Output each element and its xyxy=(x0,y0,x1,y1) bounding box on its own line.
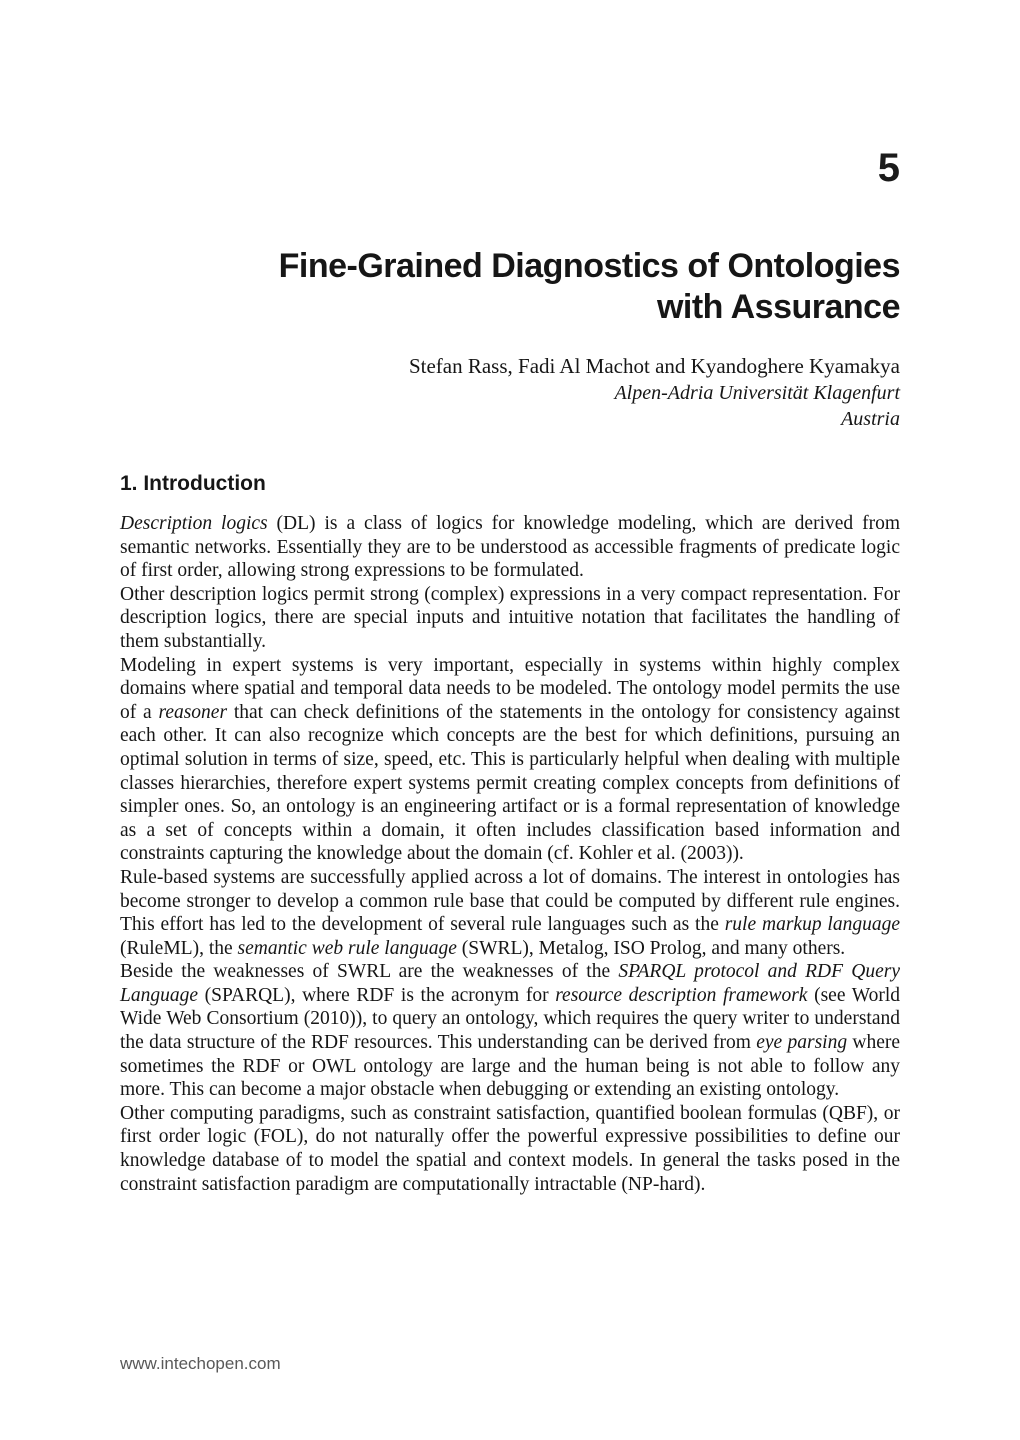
chapter-title-line-1: Fine-Grained Diagnostics of Ontologies xyxy=(278,247,900,285)
body-text xyxy=(120,512,900,1196)
chapter-number: 5 xyxy=(877,146,900,190)
publisher-url: www.intechopen.com xyxy=(120,1354,281,1373)
authors: Stefan Rass, Fadi Al Machot and Kyandoghere Kyamakya xyxy=(408,354,900,378)
paragraph: Beside the weaknesses of SWRL are the weaknesses of the SPARQL protocol and RDF Query Language (SPARQL), where RDF is the acronym for resource description framework (see World Wide Web Consortium (2010)), to query an ontology, which requires the query writer to understand the data structure of the RDF resources. This understanding can be derived from eye parsing where sometimes the RDF or OWL ontology are large and the human being is not able to follow any more. This can become a major obstacle when debugging or extending an existing ontology. xyxy=(120,961,901,1101)
chapter-title xyxy=(120,246,900,328)
paragraph: Other computing paradigms, such as constraint satisfaction, quantified boolean formulas (QBF), or first order logic (FOL), do not naturally offer the powerful expressive possibilities to define our knowledge database of to model the spatial and context models. In general the tasks posed in the constraint satisfaction paradigm are computationally intractable (NP-hard). xyxy=(120,1102,900,1195)
paragraph: Rule-based systems are successfully applied across a lot of domains. The interest in ontologies has become stronger to develop a common rule base that could be computed by different rule engines. This effort has led to the development of several rule languages such as the rule markup language (RuleML), the semantic web rule language (SWRL), Metalog, ISO Prolog, and many others. xyxy=(120,866,900,959)
paragraph: Modeling in expert systems is very important, especially in systems within highly complex domains where spatial and temporal data needs to be modeled. The ontology model permits the use of a reasoner that can check definitions of the statements in the ontology for consistency against each other. It can also recognize which concepts are the best for which definitions, pursuing an optimal solution in terms of size, speed, etc. This is particularly helpful when dealing with multiple classes hierarchies, therefore expert systems permit creating complex concepts from definitions of simpler ones. So, an ontology is an engineering artifact or is a formal representation of knowledge as a set of concepts within a domain, it often includes classification based information and constraints capturing the knowledge about the domain (cf. Kohler et al. (2003)). xyxy=(120,654,900,865)
author-block xyxy=(120,352,900,432)
affiliation: Alpen-Adria Universität Klagenfurt xyxy=(614,382,900,404)
paragraph: Other description logics permit strong (complex) expressions in a very compact representation. For description logics, there are special inputs and intuitive notation that facilitates the handling of them substantially. xyxy=(120,583,900,652)
paragraph: Description logics (DL) is a class of logics for knowledge modeling, which are derived from semantic networks. Essentially they are to be understood as accessible fragments of predicate logic of first order, allowing strong expressions to be formulated. xyxy=(120,513,900,582)
section-heading: 1. Introduction xyxy=(120,472,266,495)
introduction-section xyxy=(120,472,900,1196)
chapter-title-line-2: with Assurance xyxy=(656,288,900,326)
country: Austria xyxy=(841,408,900,430)
